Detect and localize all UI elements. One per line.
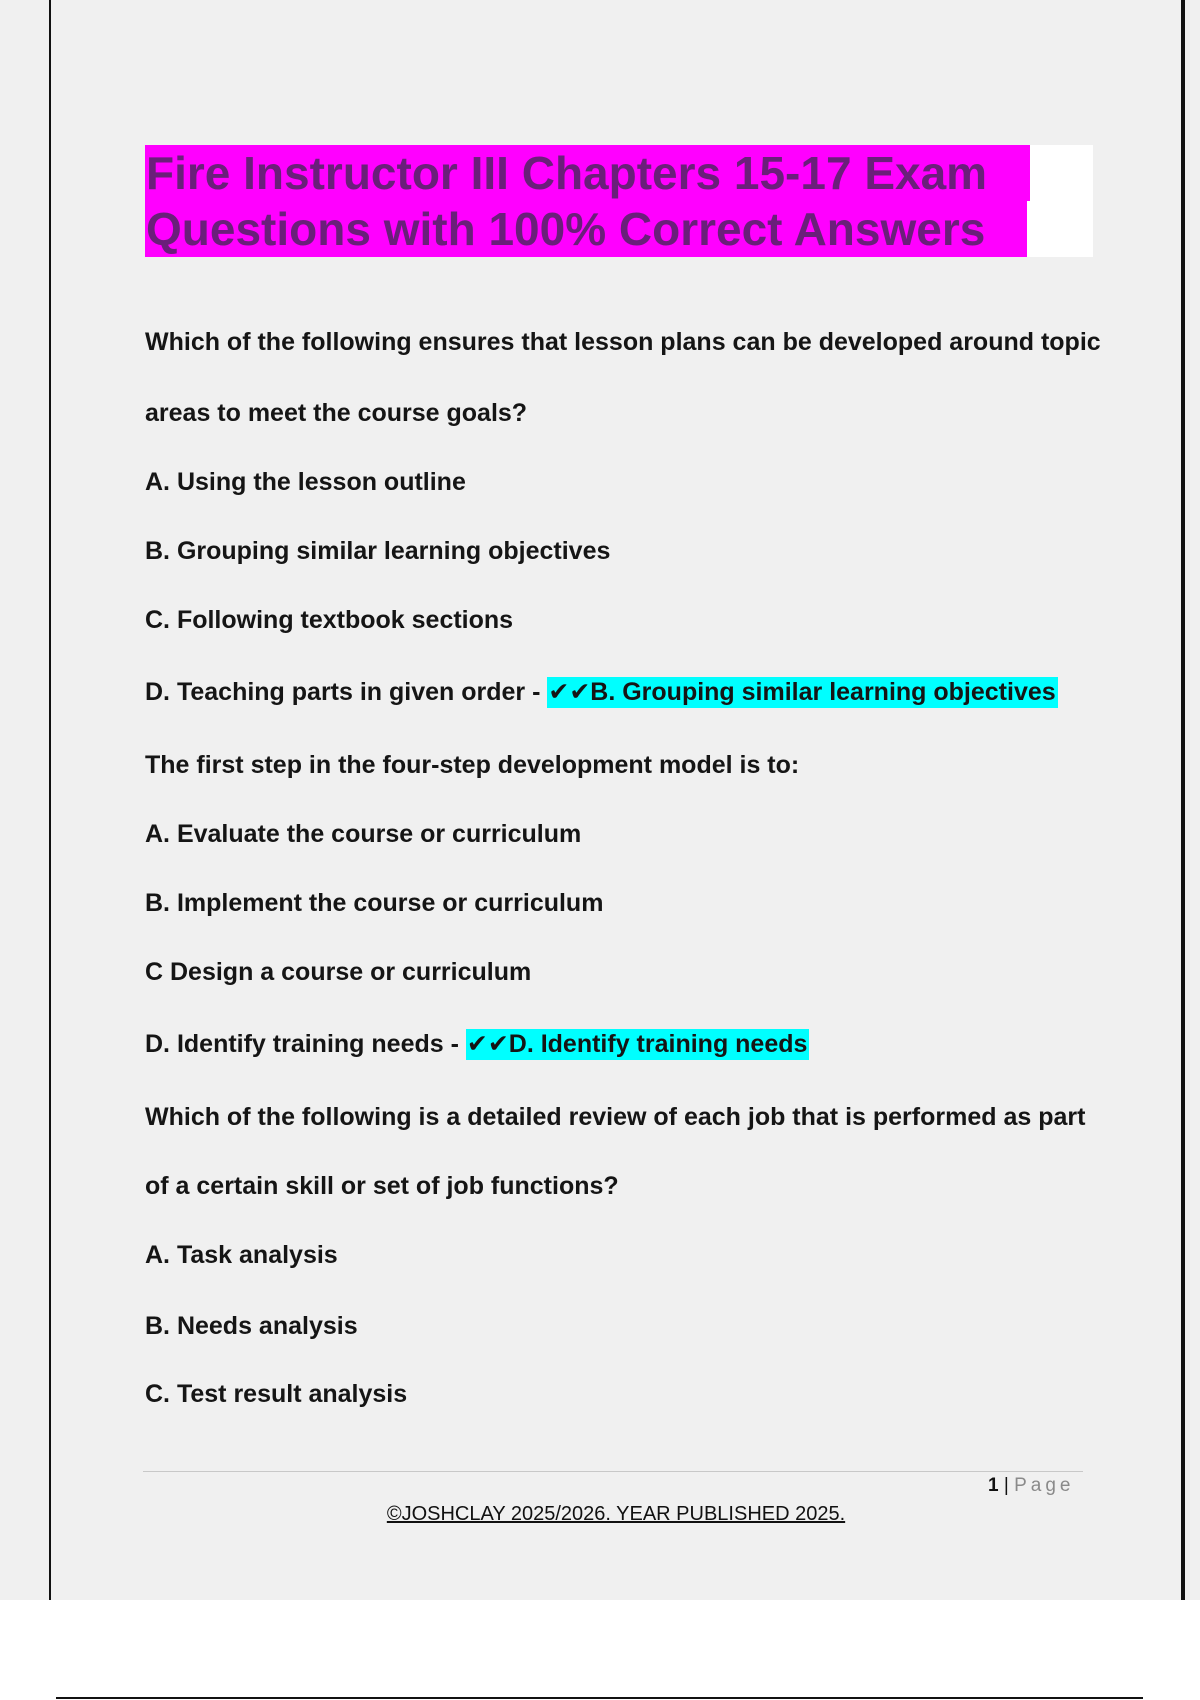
page-border-right <box>1181 0 1185 1600</box>
question-1-option-c: C. Following textbook sections <box>145 606 514 634</box>
question-3-stem-line-1: Which of the following is a detailed review of each job that is performed as part <box>145 1103 1086 1131</box>
question-3-stem-line-2: of a certain skill or set of job functions? <box>145 1172 619 1200</box>
question-2-option-c: C Design a course or curriculum <box>145 958 532 986</box>
question-3-option-c: C. Test result analysis <box>145 1380 408 1408</box>
copyright-notice: ©JOSHCLAY 2025/2026. YEAR PUBLISHED 2025. <box>386 1503 846 1525</box>
question-1-answer: ✔✔B. Grouping similar learning objectives <box>548 678 1056 706</box>
page-word: Page <box>1014 1475 1075 1496</box>
bottom-divider <box>56 1697 1143 1699</box>
page-number-value: 1 <box>988 1475 999 1496</box>
question-2-stem: The first step in the four-step development model is to: <box>145 751 800 779</box>
question-2-answer: ✔✔D. Identify training needs <box>466 1030 808 1058</box>
question-1-option-d-text: D. Teaching parts in given order - <box>145 678 548 706</box>
question-1-stem-line-2: areas to meet the course goals? <box>145 399 528 427</box>
page-border-left <box>49 0 51 1600</box>
question-1-option-a: A. Using the lesson outline <box>145 468 466 496</box>
question-2-option-d <box>145 1027 809 1061</box>
question-1-option-d <box>145 675 1058 709</box>
page-number <box>988 1473 1074 1499</box>
question-3-option-b: B. Needs analysis <box>145 1312 358 1340</box>
question-2-option-d-text: D. Identify training needs - <box>145 1030 466 1058</box>
question-1-option-b: B. Grouping similar learning objectives <box>145 537 611 565</box>
page-number-separator: | <box>998 1475 1015 1496</box>
title-line-2: Questions with 100% Correct Answers <box>145 201 1027 257</box>
question-2-option-a: A. Evaluate the course or curriculum <box>145 820 582 848</box>
question-2-option-b: B. Implement the course or curriculum <box>145 889 604 917</box>
question-1-stem-line-1: Which of the following ensures that lesson plans can be developed around topic <box>145 328 1101 356</box>
question-3-option-a: A. Task analysis <box>145 1241 338 1269</box>
footer-divider <box>143 1471 1083 1472</box>
document-title <box>145 145 1093 257</box>
title-line-1: Fire Instructor III Chapters 15-17 Exam <box>145 145 1030 201</box>
